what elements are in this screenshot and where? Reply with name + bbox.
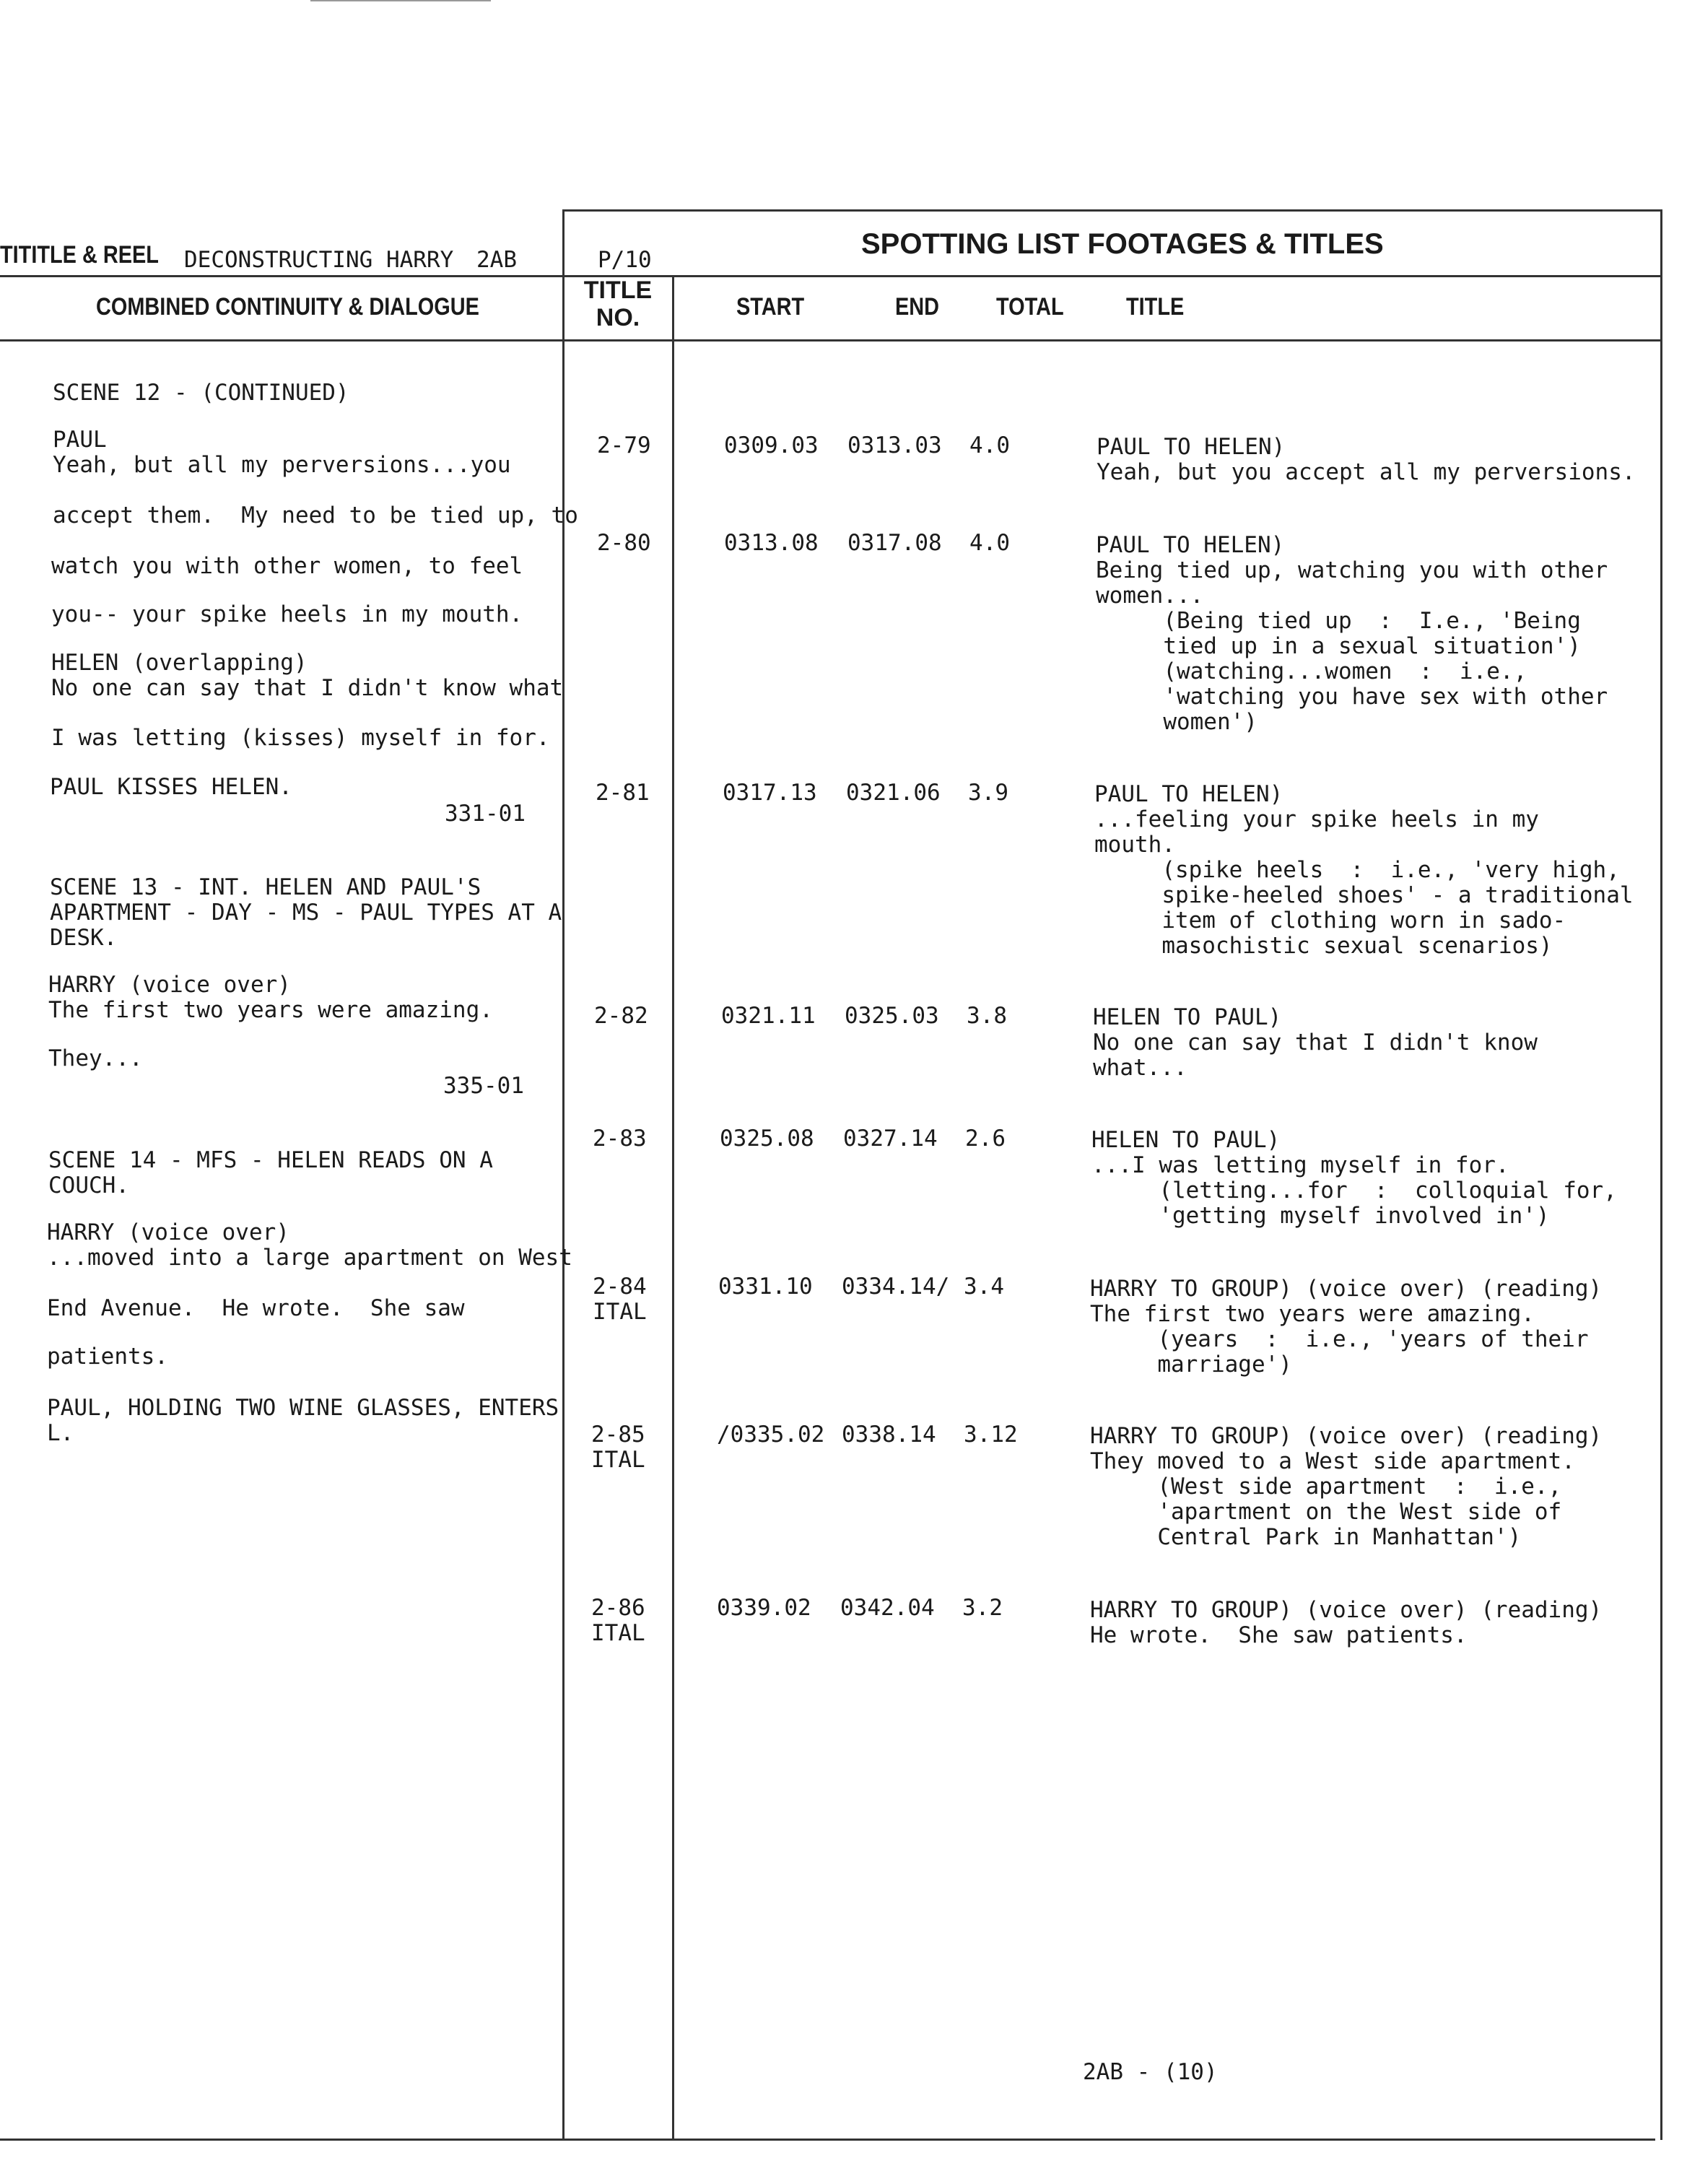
start-footage: 0309.03 <box>724 432 819 458</box>
continuity-line: I was letting (kisses) myself in for. <box>51 725 550 751</box>
scan-mark <box>310 0 491 1</box>
footage-marker: 331-01 <box>445 801 526 827</box>
start-footage: /0335.02 <box>717 1422 825 1448</box>
end-footage: 0313.03 <box>847 432 942 458</box>
continuity-line: patients. <box>47 1344 168 1370</box>
continuity-line: HARRY (voice over) The first two years were amazing. <box>48 972 493 1023</box>
right-border <box>1660 209 1662 2140</box>
continuity-line: you-- your spike heels in my mouth. <box>51 601 523 627</box>
end-footage: 0334.14/ <box>842 1274 950 1300</box>
total-footage: 3.2 <box>962 1595 1003 1621</box>
title-no-header: TITLE NO. <box>583 277 653 331</box>
title-number: 2-85 ITAL <box>591 1422 645 1473</box>
film-title: DECONSTRUCTING HARRY <box>184 247 454 273</box>
subtitle-text: PAUL TO HELEN) Yeah, but you accept all my perversions. <box>1097 434 1636 485</box>
end-footage: 0338.14 <box>842 1422 936 1448</box>
total-footage: 3.8 <box>967 1003 1007 1029</box>
continuity-line: PAUL Yeah, but all my perversions...you <box>53 427 511 478</box>
continuity-header: COMBINED CONTINUITY & DIALOGUE <box>96 293 479 321</box>
end-footage: 0327.14 <box>843 1126 938 1152</box>
header-divider-upper <box>0 275 1662 277</box>
total-footage: 4.0 <box>969 432 1010 458</box>
subtitle-text: HARRY TO GROUP) (voice over) (reading) He wrote. She saw patients. <box>1090 1597 1603 1648</box>
title-header: TITLE <box>1126 293 1185 321</box>
subtitle-text: PAUL TO HELEN) Being tied up, watching you with other women... (Being tied up : I.e., 'Being tied up in a sexual situation') (watching...women : i.e., 'watching you have sex with other women') <box>1096 532 1608 735</box>
reel-code: 2AB <box>476 247 517 273</box>
continuity-line: PAUL, HOLDING TWO WINE GLASSES, ENTERS L. <box>47 1395 559 1446</box>
continuity-line: accept them. My need to be tied up, to <box>53 503 578 528</box>
continuity-line: They... <box>48 1045 143 1071</box>
end-footage: 0325.03 <box>845 1003 939 1029</box>
header-divider-lower <box>0 339 1662 341</box>
right-box-top-border <box>563 209 1662 212</box>
title-number: 2-82 <box>594 1003 648 1029</box>
start-footage: 0313.08 <box>724 530 819 556</box>
start-header: START <box>736 293 805 321</box>
footage-marker: 335-01 <box>443 1073 524 1099</box>
title-number: 2-84 ITAL <box>593 1274 647 1325</box>
end-footage: 0342.04 <box>840 1595 935 1621</box>
end-header: END <box>895 293 940 321</box>
subtitle-text: HARRY TO GROUP) (voice over) (reading) They moved to a West side apartment. (West side apartment : i.e., 'apartment on the West side of Central Park in Manhattan') <box>1090 1423 1603 1550</box>
continuity-line: HARRY (voice over) ...moved into a large apartment on West <box>47 1219 572 1271</box>
page-number: 2AB - (10) <box>1083 2059 1218 2085</box>
subtitle-text: HELEN TO PAUL) ...I was letting myself in for. (letting...for : colloquial for, 'getting myself involved in') <box>1091 1127 1617 1229</box>
title-number: 2-80 <box>597 530 651 556</box>
continuity-line: PAUL KISSES HELEN. <box>50 774 292 800</box>
subtitle-text: HARRY TO GROUP) (voice over) (reading) The first two years were amazing. (years : i.e., 'years of their marriage') <box>1090 1276 1603 1378</box>
title-number: 2-79 <box>597 432 651 458</box>
continuity-line: SCENE 13 - INT. HELEN AND PAUL'S APARTMENT - DAY - MS - PAUL TYPES AT A DESK. <box>50 874 562 951</box>
title-number: 2-83 <box>593 1126 647 1152</box>
continuity-line: End Avenue. He wrote. She saw <box>47 1295 465 1321</box>
end-footage: 0321.06 <box>846 780 941 806</box>
start-footage: 0331.10 <box>718 1274 813 1300</box>
total-footage: 4.0 <box>969 530 1010 556</box>
spotting-list-title: SPOTTING LIST FOOTAGES & TITLES <box>861 228 1384 260</box>
subtitle-text: PAUL TO HELEN) ...feeling your spike heels in my mouth. (spike heels : i.e., 'very high, spike-heeled shoes' - a traditional item of clothing worn in sado- masochistic sexual scenarios) <box>1094 781 1634 959</box>
column-divider-continuity <box>562 209 564 2140</box>
title-number: 2-81 <box>596 780 650 806</box>
total-footage: 2.6 <box>965 1126 1006 1152</box>
title-number: 2-86 ITAL <box>591 1595 645 1646</box>
total-footage: 3.12 <box>964 1422 1018 1448</box>
column-divider-title-no <box>672 275 674 2140</box>
subtitle-text: HELEN TO PAUL) No one can say that I didn't know what... <box>1093 1004 1538 1081</box>
continuity-line: HELEN (overlapping) No one can say that I didn't know what <box>51 650 564 701</box>
total-footage: 3.9 <box>968 780 1008 806</box>
continuity-line: watch you with other women, to feel <box>51 553 523 579</box>
total-header: TOTAL <box>996 293 1064 321</box>
total-footage: 3.4 <box>964 1274 1004 1300</box>
start-footage: 0321.11 <box>721 1003 816 1029</box>
end-footage: 0317.08 <box>847 530 942 556</box>
start-footage: 0325.08 <box>720 1126 814 1152</box>
page-ref: P/10 <box>598 247 652 273</box>
start-footage: 0317.13 <box>723 780 817 806</box>
bottom-border <box>0 2139 1655 2141</box>
continuity-line: SCENE 14 - MFS - HELEN READS ON A COUCH. <box>48 1147 493 1198</box>
title-reel-label: TITITLE & REEL <box>0 241 159 269</box>
start-footage: 0339.02 <box>717 1595 811 1621</box>
continuity-line: SCENE 12 - (CONTINUED) <box>53 380 349 406</box>
